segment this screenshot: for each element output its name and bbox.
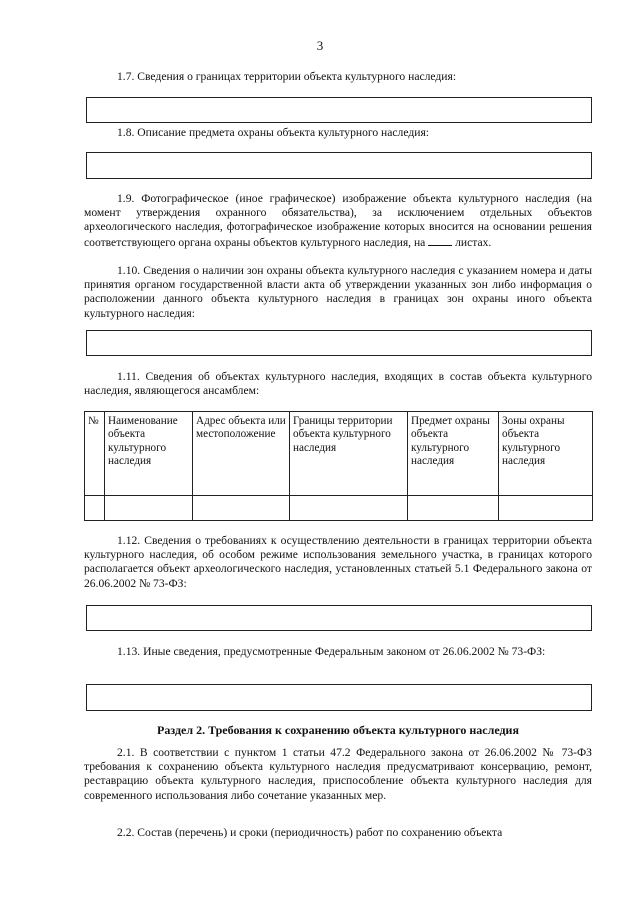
protection-zones-field[interactable]	[86, 330, 592, 356]
activity-requirements-field[interactable]	[86, 605, 592, 631]
table-cell[interactable]	[499, 496, 593, 521]
header-protection-subject: Предмет охраны объекта культурного наследия	[408, 412, 499, 496]
table-cell[interactable]	[408, 496, 499, 521]
protection-subject-field[interactable]	[86, 152, 592, 179]
section-1-9-main: 1.9. Фотографическое (иное графическое) изображение объекта культурного наследия (на момент утверждения охранного обязательства), за исключением отдельных объектов археологического наследия, фотографическое изображение которых вносится на основании решения соответствующего органа охраны объектов культурного наследия, на	[84, 192, 592, 249]
table-cell[interactable]	[105, 496, 193, 521]
section-2-1-text: 2.1. В соответствии с пунктом 1 статьи 47.2 Федерального закона от 26.06.2002 № 73-ФЗ требования к сохранению объекта культурного наследия предусматривают консервацию, ремонт, реставрацию объекта культурного наследия, приспособление объекта культурного наследия для современного использования либо сочетание указанных мер.	[84, 746, 592, 802]
page-number: 3	[316, 38, 324, 53]
table-cell[interactable]	[290, 496, 408, 521]
territory-bounds-field[interactable]	[86, 97, 592, 123]
sheets-count-blank[interactable]	[428, 235, 452, 246]
header-address: Адрес объекта или местоположение	[193, 412, 290, 496]
section-1-10-text: 1.10. Сведения о наличии зон охраны объекта культурного наследия с указанием номера и даты принятия органом государственной власти акта об утверждении указанных зон либо информация о расположении данного объекта культурного наследия в границах зон охраны иного объекта культурного наследия:	[84, 264, 592, 320]
section-1-8-heading: 1.8. Описание предмета охраны объекта культурного наследия:	[117, 126, 429, 139]
table-row	[85, 496, 593, 521]
section-1-12-text: 1.12. Сведения о требованиях к осуществлению деятельности в границах территории объекта культурного наследия, об особом режиме использования земельного участка, в границах которого располагается объект археологического наследия, установленных статьей 5.1 Федерального закона от 26.06.2002 № 73-ФЗ:	[84, 534, 592, 590]
table-cell[interactable]	[193, 496, 290, 521]
section-2-2-text: 2.2. Состав (перечень) и сроки (периодичность) работ по сохранению объекта	[117, 826, 503, 839]
section-1-11-text: 1.11. Сведения об объектах культурного наследия, входящих в состав объекта культурного наследия, являющегося ансамблем:	[84, 370, 592, 398]
section-1-13-text: 1.13. Иные сведения, предусмотренные Федеральным законом от 26.06.2002 № 73-ФЗ:	[117, 645, 546, 658]
other-info-field[interactable]	[86, 684, 592, 711]
header-territory: Границы территории объекта культурного наследия	[290, 412, 408, 496]
ensemble-objects-table	[84, 411, 593, 521]
table-cell[interactable]	[85, 496, 105, 521]
section-1-9-text	[84, 192, 592, 250]
section-1-9-end: листах.	[452, 235, 492, 249]
table-header-row	[85, 412, 593, 496]
header-name: Наименование объекта культурного наследия	[105, 412, 193, 496]
section-2-title: Раздел 2. Требования к сохранению объекта культурного наследия	[157, 723, 519, 737]
header-protection-zones: Зоны охраны объекта культурного наследия	[499, 412, 593, 496]
header-number: №	[85, 412, 105, 496]
section-1-7-heading: 1.7. Сведения о границах территории объекта культурного наследия:	[117, 70, 457, 83]
